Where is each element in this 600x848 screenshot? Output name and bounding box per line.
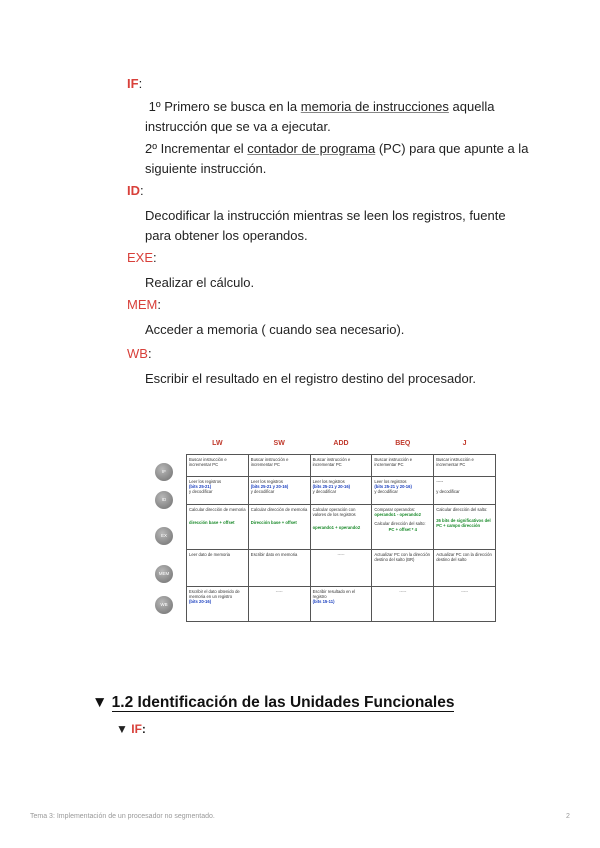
toggle-triangle-icon[interactable]: ▼ [116, 722, 128, 736]
table-cell: Leer dato de memoria [187, 550, 249, 587]
header-j: J [462, 439, 467, 447]
table-cell: Calcular dirección de memoria Dirección base + offset [248, 505, 310, 550]
contador-programa-link[interactable]: contador de programa [247, 141, 376, 156]
stage-circle-ex: EX [155, 527, 173, 545]
table-cell: ----- [434, 587, 496, 622]
stage-circle-id: ID [155, 491, 173, 509]
footer-title: Tema 3: Implementación de un procesador no segmentado. [30, 813, 215, 820]
table-row [187, 550, 496, 587]
table-cell: Buscar instrucción e incrementar PC [372, 455, 434, 477]
subsection-if: ▼ IF: [116, 722, 146, 736]
stage-circle-mem: MEM [155, 565, 173, 583]
table-cell: Calcular dirección de memoria dirección base + offset [187, 505, 249, 550]
table-cell: Escribir el dato obtenido de memoria en un registro (bits 20-16) [187, 587, 249, 622]
table-cell: Leer los registros (bits 25-21 y 20-16) y decodificar [372, 477, 434, 505]
exe-paragraph: Realizar el cálculo. [145, 275, 255, 290]
table-cell: Buscar instrucción e incrementar PC [310, 455, 372, 477]
id-paragraph: Decodificar la instrucción mientras se leen los registros, fuente para obtener los operandos. [145, 208, 506, 243]
table-row [187, 505, 496, 550]
table-row [187, 477, 496, 505]
toggle-triangle-icon[interactable]: ▼ [92, 694, 108, 711]
header-lw: LW [212, 439, 223, 447]
table-cell: Buscar instrucción e incrementar PC [434, 455, 496, 477]
mem-paragraph: Acceder a memoria ( cuando sea necesario). [145, 322, 405, 337]
section-heading [92, 694, 454, 712]
stage-exe-label: EXE: [127, 250, 157, 265]
header-beq: BEQ [395, 439, 411, 447]
table-cell: Escribir resultado en el registro (bits 15-11) [310, 587, 372, 622]
table-cell: Buscar instrucción e incrementar PC [187, 455, 249, 477]
table-cell: Escribir dato en memoria [248, 550, 310, 587]
table-cell: Calcular dirección del salto: 26 bits de significativos del PC + campo dirección [434, 505, 496, 550]
memoria-instrucciones-link[interactable]: memoria de instrucciones [300, 99, 449, 114]
stage-if-label: IF: [127, 76, 143, 91]
table-row [187, 455, 496, 477]
table-cell: Calcular operación con valores de los registros operando1 + operando2 [310, 505, 372, 550]
table-cell: Actualizar PC con la dirección destino del salto (BR) [372, 550, 434, 587]
table-cell: Leer los registros (bits 25-21 y 20-16) y decodificar [310, 477, 372, 505]
table-cell: Actualizar PC con la dirección destino del salto [434, 550, 496, 587]
header-add: ADD [333, 439, 349, 447]
stage-id-label: ID: [127, 183, 144, 198]
header-sw: SW [273, 439, 285, 447]
page-number: 2 [566, 813, 570, 820]
instruction-stage-table [186, 432, 496, 622]
table-cell: Comparar operandos: operando1 - operando2 Calcular dirección del salto: PC + offset * 4 [372, 505, 434, 550]
if-paragraph-1: 1º Primero se busca en la memoria de instrucciones aquella instrucción que se va a ejecutar. [145, 99, 495, 134]
wb-paragraph: Escribir el resultado en el registro destino del procesador. [145, 371, 476, 386]
table-cell: ----- [248, 587, 310, 622]
section-title: 1.2 Identificación de las Unidades Funcionales [111, 694, 455, 711]
stage-circle-if: IF [155, 463, 173, 481]
table-cell: ----- [372, 587, 434, 622]
table-cell: Leer los registros (bits 25-21) y decodificar [187, 477, 249, 505]
table-cell: ----- y decodificar [434, 477, 496, 505]
table-row [187, 587, 496, 622]
table-cell: Leer los registros (bits 25-21 y 20-16) y decodificar [248, 477, 310, 505]
stage-wb-label: WB: [127, 346, 152, 361]
stage-circle-wb: WB [155, 596, 173, 614]
table-cell: Buscar instrucción e incrementar PC [248, 455, 310, 477]
table-cell: ----- [310, 550, 372, 587]
stage-mem-label: MEM: [127, 297, 161, 312]
if-paragraph-2: 2º Incrementar el contador de programa (PC) para que apunte a la siguiente instrucción. [145, 141, 529, 176]
